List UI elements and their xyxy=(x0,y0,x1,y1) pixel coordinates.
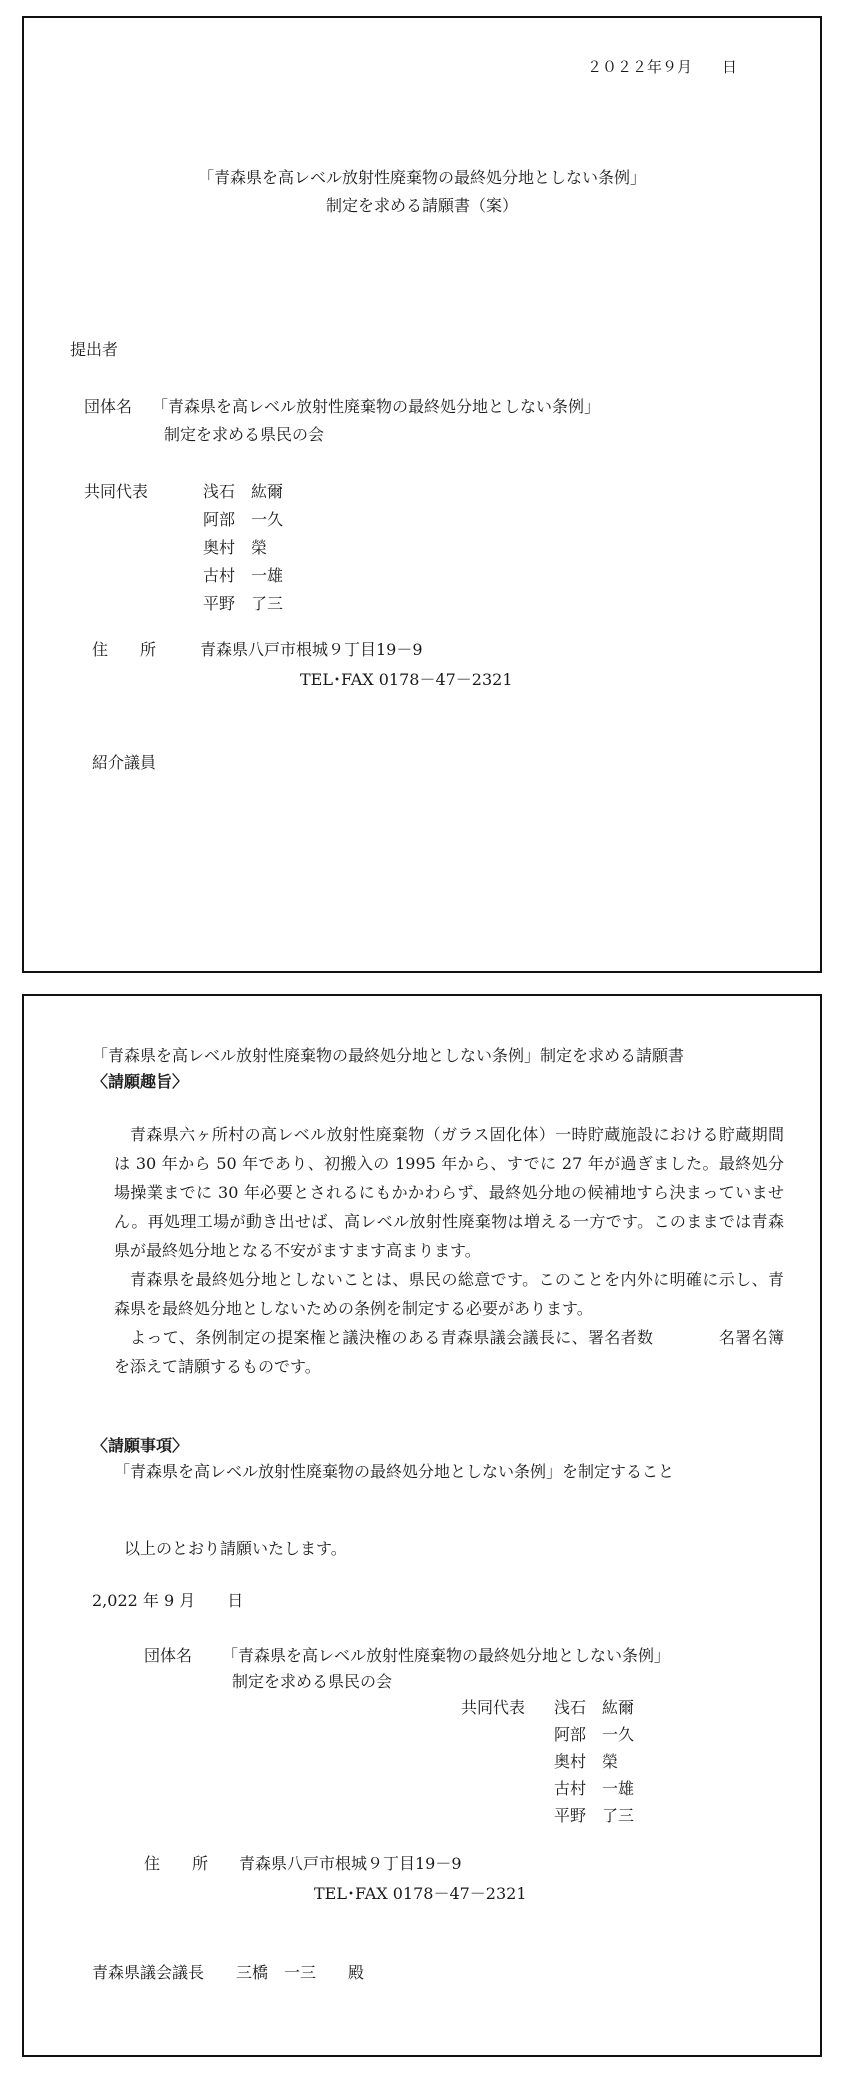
page1-org-name-line2: 制定を求める県民の会 xyxy=(164,425,325,444)
page2-rep: 浅石 紘爾 xyxy=(554,1698,635,1717)
document-page-1 xyxy=(22,16,822,973)
page2-date: 2,022 年 9 月 日 xyxy=(92,1591,244,1610)
page2-title: 「青森県を高レベル放射性廃棄物の最終処分地としない条例」制定を求める請願書 xyxy=(92,1046,685,1065)
purpose-paragraph: よって、条例制定の提案権と議決権のある青森県議会議長に、署名者数 名署名簿を添えて請願するものです。 xyxy=(114,1328,784,1376)
page2-address: 青森県八戸市根城９丁目19－9 xyxy=(239,1854,462,1873)
introducer-label: 紹介議員 xyxy=(92,753,157,772)
page2-org-label: 団体名 xyxy=(144,1646,193,1665)
closing-text: 以上のとおり請願いたします。 xyxy=(124,1539,347,1558)
page2-address-label: 住 所 xyxy=(144,1854,209,1873)
document-page-2 xyxy=(22,994,822,2057)
page2-rep: 奥村 榮 xyxy=(554,1752,619,1771)
page1-org-name-line1: 「青森県を高レベル放射性廃棄物の最終処分地としない条例」 xyxy=(152,397,601,416)
petition-item: 「青森県を高レベル放射性廃棄物の最終処分地としない条例」を制定すること xyxy=(114,1462,675,1481)
page1-address: 青森県八戸市根城９丁目19－9 xyxy=(200,640,423,659)
purpose-body xyxy=(114,1120,784,1381)
page2-rep: 阿部 一久 xyxy=(554,1725,635,1744)
page2-reps-label: 共同代表 xyxy=(461,1698,526,1717)
page2-rep: 古村 一雄 xyxy=(554,1779,635,1798)
page1-rep: 平野 了三 xyxy=(203,594,284,613)
page2-org-name-line1: 「青森県を高レベル放射性廃棄物の最終処分地としない条例」 xyxy=(222,1646,671,1665)
page2-org-name-line2: 制定を求める県民の会 xyxy=(232,1672,393,1691)
page2-tel: TEL･FAX 0178－47－2321 xyxy=(314,1884,527,1903)
page1-rep: 奥村 榮 xyxy=(203,538,268,557)
page1-rep: 浅石 紘爾 xyxy=(203,482,284,501)
page2-rep: 平野 了三 xyxy=(554,1806,635,1825)
page1-tel: TEL･FAX 0178－47－2321 xyxy=(300,670,513,689)
purpose-paragraph: 青森県を最終処分地としないことは、県民の総意です。このことを内外に明確に示し、青森県を最終処分地としないための条例を制定する必要があります。 xyxy=(114,1270,784,1318)
purpose-paragraph: 青森県六ヶ所村の高レベル放射性廃棄物（ガラス固化体）一時貯蔵施設における貯蔵期間は 30 年から 50 年であり、初搬入の 1995 年から、すでに 27 年が過ぎました。最終処分場操業までに 30 年必要とされるにもかかわらず、最終処分地の候補地すら決まっていません。再処理工場が動き出せば、高レベル放射性廃棄物は増える一方です。このままでは青森県が最終処分地となる不安がますます高まります。 xyxy=(114,1125,784,1260)
page1-org-label: 団体名 xyxy=(84,397,133,416)
page1-rep: 阿部 一久 xyxy=(203,510,284,529)
submitter-label: 提出者 xyxy=(70,340,119,359)
page1-reps-label: 共同代表 xyxy=(84,482,149,501)
page1-address-label: 住 所 xyxy=(92,640,157,659)
purpose-heading: 〈請願趣旨〉 xyxy=(92,1072,189,1091)
page1-title-line2: 制定を求める請願書（案） xyxy=(325,196,518,215)
addressee: 青森県議会議長 三橋 一三 殿 xyxy=(92,1963,365,1982)
page1-rep: 古村 一雄 xyxy=(203,566,284,585)
page1-title-line1: 「青森県を高レベル放射性廃棄物の最終処分地としない条例」 xyxy=(197,168,646,187)
page1-date: ２０２２年９月 日 xyxy=(587,58,738,76)
items-heading: 〈請願事項〉 xyxy=(92,1436,189,1455)
